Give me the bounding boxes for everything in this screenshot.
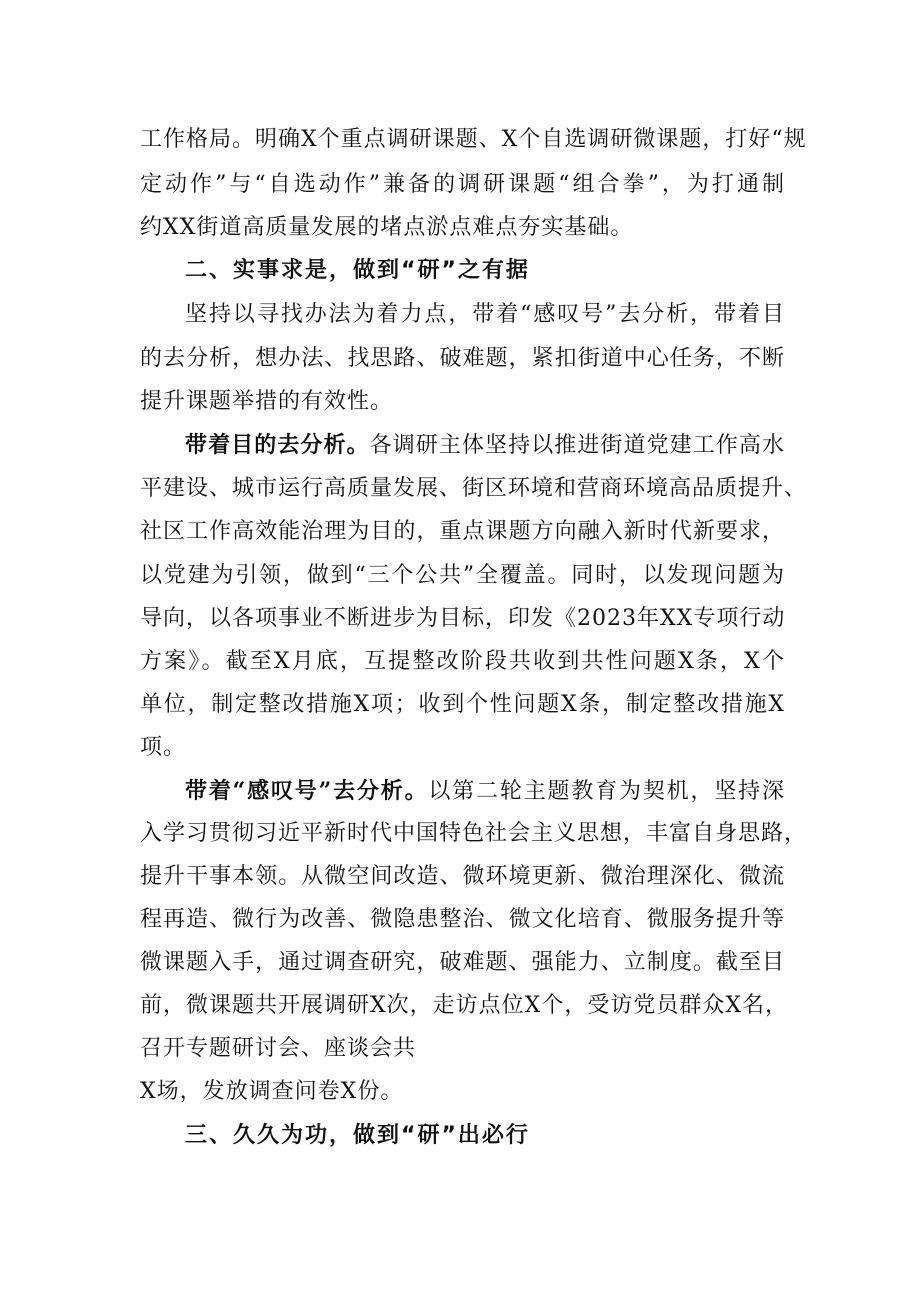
paragraph-text: 以第二轮主题教育为契机，坚持深 [428, 779, 785, 804]
paragraph-line: 程再造、微行为改善、微隐患整治、微文化培育、微服务提升等 [140, 907, 785, 932]
paragraph-line: 入学习贯彻习近平新时代中国特色社会主义思想，丰富自身思路， [140, 821, 808, 846]
paragraph-line: 定动作”与“自选动作”兼备的调研课题“组合拳”，为打通制 [140, 172, 785, 197]
paragraph-line: 的去分析，想办法、找思路、破难题，紧扣街道中心任务，不断 [140, 346, 785, 371]
paragraph-line: 社区工作高效能治理为目的，重点课题方向融入新时代新要求， [140, 519, 785, 544]
paragraph-line: 微课题入手，通过调查研究，破难题、强能力、立制度。截至目 [140, 950, 785, 975]
paragraph-line: 项。 [140, 735, 187, 760]
section-heading-3: 三、久久为功，做到“研”出必行 [185, 1123, 530, 1148]
paragraph-line: 平建设、城市运行高质量发展、街区环境和营商环境高品质提升、 [140, 476, 808, 501]
paragraph-lead: 带着“感叹号”去分析。 [185, 778, 429, 804]
paragraph-first-line [185, 776, 785, 807]
paragraph-line: 提升课题举措的有效性。 [140, 389, 394, 414]
paragraph-line: 坚持以寻找办法为着力点，带着“感叹号”去分析，带着目 [185, 302, 785, 327]
paragraph-line: X场，发放调查问卷X份。 [140, 1079, 404, 1104]
paragraph-line: 前，微课题共开展调研X次，走访点位X个，受访党员群众X名， [140, 993, 788, 1018]
paragraph-line: 以党建为引领，做到“三个公共”全覆盖。同时，以发现问题为 [140, 563, 785, 588]
paragraph-line: 召开专题研讨会、座谈会共 [140, 1036, 417, 1061]
paragraph-line: 方案》。截至X月底，互提整改阶段共收到共性问题X条，X个 [140, 649, 785, 674]
paragraph-line: 提升干事本领。从微空间改造、微环境更新、微治理深化、微流 [140, 864, 785, 889]
paragraph-line: 单位，制定整改措施X项；收到个性问题X条，制定整改措施X [140, 692, 785, 717]
paragraph-line: 约XX街道高质量发展的堵点淤点难点夯实基础。 [140, 215, 634, 240]
paragraph-first-line [185, 430, 785, 461]
section-heading-2: 二、实事求是，做到“研”之有据 [185, 258, 530, 283]
paragraph-line: 工作格局。明确X个重点调研课题、X个自选调研微课题，打好“规 [140, 127, 807, 152]
paragraph-lead: 带着目的去分析。 [185, 432, 370, 458]
paragraph-line: 导向，以各项事业不断进步为目标，印发《2023年XX专项行动 [140, 606, 786, 631]
paragraph-text: 各调研主体坚持以推进街道党建工作高水 [369, 433, 785, 458]
